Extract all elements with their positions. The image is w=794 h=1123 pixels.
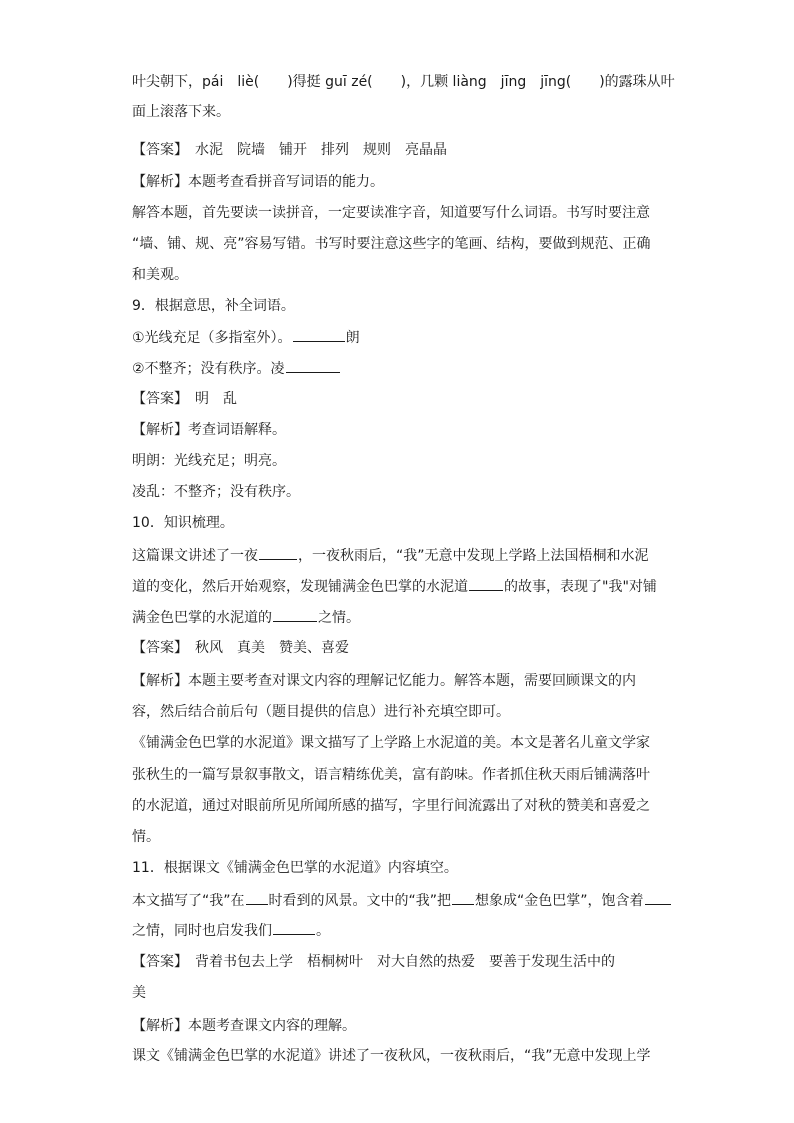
text-line [132,203,662,223]
text-line [132,72,675,92]
text-line [132,607,662,628]
text-segment: 凌乱：不整齐；没有秩序。 [132,484,300,500]
text-segment: 【解析】本题主要考查对课文内容的理解记忆能力。解答本题，需要回顾课文的内 [132,673,636,689]
text-segment: 情。 [132,829,160,845]
text-segment: 容，然后结合前后句（题目提供的信息）进行补充填空即可。 [132,704,510,720]
fill-blank [259,545,297,560]
text-segment: 【答案】 明 乱 [132,391,237,407]
text-line [132,482,662,502]
text-segment: 面上滚落下来。 [132,104,230,120]
text-line [132,983,662,1003]
text-line [132,545,662,566]
text-segment: “墙、铺、规、亮”容易写错。书写时要注意这些字的笔画、结构，要做到规范、正确 [132,236,651,252]
answer-line [132,952,662,972]
text-segment: 10．知识梳理。 [132,515,234,531]
text-line [132,234,662,254]
fill-blank [273,607,317,622]
text-segment: 美 [132,985,146,1001]
text-segment: 张秋生的一篇写景叙事散文，语言精练优美，富有韵味。作者抓住秋天雨后铺满落叶 [132,767,650,783]
text-line [132,827,662,847]
text-line [132,576,662,597]
text-line [132,920,662,941]
text-segment: 满金色巴掌的水泥道的 [132,610,272,626]
text-segment: 9．根据意思，补全词语。 [132,298,295,314]
text-line [132,102,662,122]
text-line [132,890,662,911]
text-segment: 时看到的风景。文中的“我”把 [268,893,452,909]
text-line [132,765,662,785]
text-segment: 【解析】本题考查课文内容的理解。 [132,1018,356,1034]
question-10-title [132,513,662,533]
question-11-title [132,858,662,878]
fill-blank [452,890,474,905]
text-segment: ②不整齐；没有秩序。凌 [132,361,285,377]
text-line [132,733,662,753]
text-segment: 之情。 [318,610,360,626]
text-segment: 明朗：光线充足；明亮。 [132,453,286,469]
text-segment: 【答案】 秋风 真美 赞美、喜爱 [132,640,349,656]
text-segment: 的水泥道，通过对眼前所见所闻所感的描写，字里行间流露出了对秋的赞美和喜爱之 [132,798,650,814]
analysis-line [132,172,662,192]
answer-line [132,638,662,658]
fill-blank [645,890,671,905]
analysis-line [132,1016,662,1036]
text-line [132,702,662,722]
answer-line [132,140,662,160]
analysis-line [132,420,662,440]
fill-blank [286,358,340,373]
fill-blank [293,327,345,342]
question-9-item-2 [132,358,662,379]
text-segment: 之情，同时也启发我们 [132,923,272,939]
text-segment: 想象成“金色巴掌”，饱含着 [475,893,644,909]
text-segment: 和美观。 [132,267,188,283]
text-line [132,1046,662,1066]
text-segment: 【答案】 水泥 院墙 铺开 排列 规则 亮晶晶 [132,142,447,158]
question-9-item-1 [132,327,662,348]
text-segment: 【答案】 背着书包去上学 梧桐树叶 对大自然的热爱 要善于发现生活中的 [132,954,615,970]
text-line [132,451,662,471]
answer-line [132,389,662,409]
text-segment: 解答本题，首先要读一读拼音，一定要读准字音，知道要写什么词语。书写时要注意 [132,205,650,221]
text-line [132,265,662,285]
text-segment: 【解析】考查词语解释。 [132,422,286,438]
text-segment: 朗 [345,330,360,346]
text-segment: 叶尖朝下，pái liè( )得挺 guī zé( )，几颗 liàng jīng jīng( )的露珠从叶 [132,74,675,90]
text-line [132,796,662,816]
text-segment: 本文描写了“我”在 [132,893,245,909]
text-segment: 的故事，表现了"我"对铺 [504,579,657,595]
text-segment: 这篇课文讲述了一夜 [132,548,258,564]
text-segment: 11．根据课文《铺满金色巴掌的水泥道》内容填空。 [132,860,458,876]
text-segment: ，一夜秋雨后，“我”无意中发现上学路上法国梧桐和水泥 [298,548,649,564]
fill-blank [246,890,268,905]
text-segment: 。 [316,923,330,939]
text-segment: 道的变化，然后开始观察，发现铺满金色巴掌的水泥道 [132,579,468,595]
text-segment: 课文《铺满金色巴掌的水泥道》讲述了一夜秋风，一夜秋雨后，“我”无意中发现上学 [132,1048,651,1064]
text-segment: 【解析】本题考查看拼音写词语的能力。 [132,174,384,190]
text-segment: 《铺满金色巴掌的水泥道》课文描写了上学路上水泥道的美。本文是著名儿童文学家 [132,735,650,751]
text-segment: ①光线充足（多指室外）。 [132,330,292,346]
question-9-title [132,296,662,316]
analysis-line [132,671,662,691]
fill-blank [469,576,503,591]
fill-blank [273,920,315,935]
